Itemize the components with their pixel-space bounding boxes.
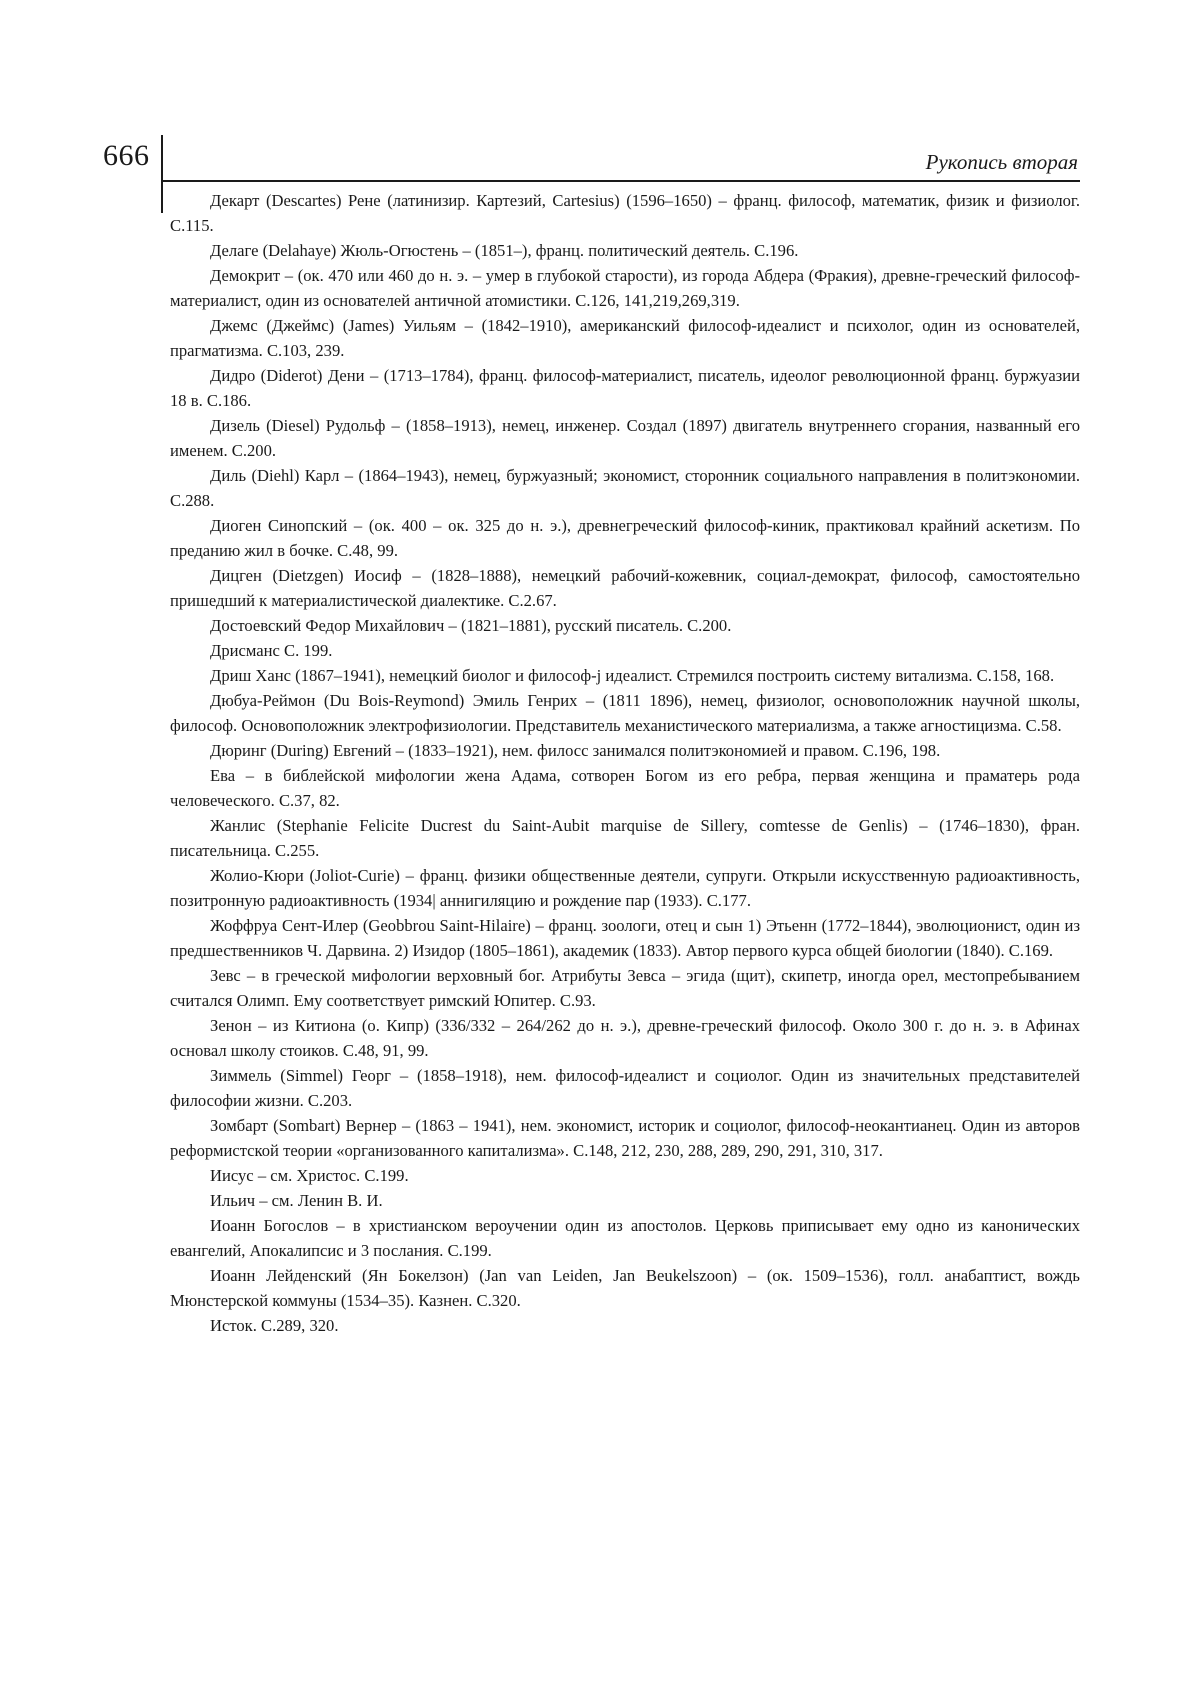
index-entry: Делаге (Delahaye) Жюль-Огюстень – (1851–), франц. политический деятель. С.196. [210,241,799,260]
index-entry: Дизель (Diesel) Рудольф – (1858–1913), немец, инженер. Создал (1897) двигатель внутреннего сгорания, названный его именем. С.200. [170,416,1080,460]
index-entry: Дриш Ханс (1867–1941), немецкий биолог и философ-j идеалист. Стремился построить систему витализма. С.158, 168. [210,666,1055,685]
index-entry: Зевс – в греческой мифологии верховный бог. Атрибуты Зевса – эгида (щит), скипетр, иногда орел, местопребыванием считался Олимп. Ему соответствует римский Юпитер. С.93. [170,966,1080,1010]
header-vertical-rule [161,135,163,213]
index-entry: Жолио-Кюри (Joliot-Curie) – франц. физики общественные деятели, супруги. Открыли искусственную радиоактивность, позитронную радиоактивность (1934| аннигиляцию и рождение пар (1933). С.177. [170,866,1080,910]
index-entry: Иоанн Богослов – в христианском вероучении один из апостолов. Церковь приписывает ему одно из канонических евангелий, Апокалипсис и 3 послания. С.199. [170,1216,1080,1260]
index-entry: Декарт (Descartes) Рене (латинизир. Картезий, Cartesius) (1596–1650) – франц. философ, математик, физик и физиолог. С.115. [170,191,1080,235]
index-entry: Достоевский Федор Михайлович – (1821–1881), русский писатель. С.200. [210,616,732,635]
index-entry: Дрисманс С. 199. [210,641,333,660]
index-entry: Зенон – из Китиона (о. Кипр) (336/332 – 264/262 до н. э.), древне-греческий философ. Около 300 г. до н. э. в Афинах основал школу стоиков. С.48, 91, 99. [170,1016,1080,1060]
running-title: Рукопись вторая [925,150,1078,174]
index-entry: Джемс (Джеймс) (James) Уильям – (1842–1910), американский философ-идеалист и психолог, один из основателей, прагматизма. С.103, 239. [170,316,1080,360]
index-entry: Диль (Diehl) Карл – (1864–1943), немец, буржуазный; экономист, сторонник социального направления в политэкономии. С.288. [170,466,1080,510]
index-entry: Ева – в библейской мифологии жена Адама, сотворен Богом из его ребра, первая женщина и праматерь рода человеческого. С.37, 82. [170,766,1080,810]
index-entry: Иисус – см. Христос. С.199. [210,1166,409,1185]
index-entry: Зиммель (Simmel) Георг – (1858–1918), нем. философ-идеалист и социолог. Один из значительных представителей философии жизни. С.203. [170,1066,1080,1110]
index-entry: Диоген Синопский – (ок. 400 – ок. 325 до н. э.), древнегреческий философ-киник, практиковал крайний аскетизм. По преданию жил в бочке. С.48, 99. [170,516,1080,560]
index-entry: Демокрит – (ок. 470 или 460 до н. э. – умер в глубокой старости), из города Абдера (Фракия), древне-греческий философ-материалист, один из основателей античной атомистики. С.126, 141,219,269,319. [170,266,1080,310]
index-entry: Исток. С.289, 320. [210,1316,339,1335]
index-entry: Дюринг (During) Евгений – (1833–1921), нем. филосс занимался политэкономией и правом. С.196, 198. [210,741,941,760]
index-entry: Ильич – см. Ленин В. И. [210,1191,383,1210]
index-entries [170,188,1080,1338]
index-entry: Жоффруа Сент-Илер (Geobbrou Saint-Hilaire) – франц. зоологи, отец и сын 1) Этьенн (1772–1844), эволюционист, один из предшественников Ч. Дарвина. 2) Изидор (1805–1861), академик (1833). Автор первого курса общей биологии (1840). С.169. [170,916,1080,960]
header-horizontal-rule [161,180,1080,182]
index-entry: Дюбуа-Реймон (Du Bois-Reymond) Эмиль Генрих – (1811 1896), немец, физиолог, основоположник научной школы, философ. Основоположник электрофизиологии. Представитель механистического материализма, а также агностицизма. С.58. [170,691,1080,735]
index-entry: Жанлис (Stephanie Felicite Ducrest du Saint-Aubit marquise de Sillery, comtesse de Genlis) – (1746–1830), фран. писательница. С.255. [170,816,1080,860]
page-number: 666 [103,139,150,172]
index-entry: Иоанн Лейденский (Ян Бокелзон) (Jan van Leiden, Jan Beukelszoon) – (ок. 1509–1536), голл. анабаптист, вождь Мюнстерской коммуны (1534–35). Казнен. С.320. [170,1266,1080,1310]
index-entry: Зомбарт (Sombart) Вернер – (1863 – 1941), нем. экономист, историк и социолог, философ-неокантианец. Один из авторов реформистской теории «организованного капитализма». С.148, 212, 230, 288, 289, 290, 291, 310, 317. [170,1116,1080,1160]
index-entry: Дидро (Diderot) Дени – (1713–1784), франц. философ-материалист, писатель, идеолог революционной франц. буржуазии 18 в. С.186. [170,366,1080,410]
index-entry: Дицген (Dietzgen) Иосиф – (1828–1888), немецкий рабочий-кожевник, социал-демократ, философ, самостоятельно пришедший к материалистической диалектике. С.2.67. [170,566,1080,610]
